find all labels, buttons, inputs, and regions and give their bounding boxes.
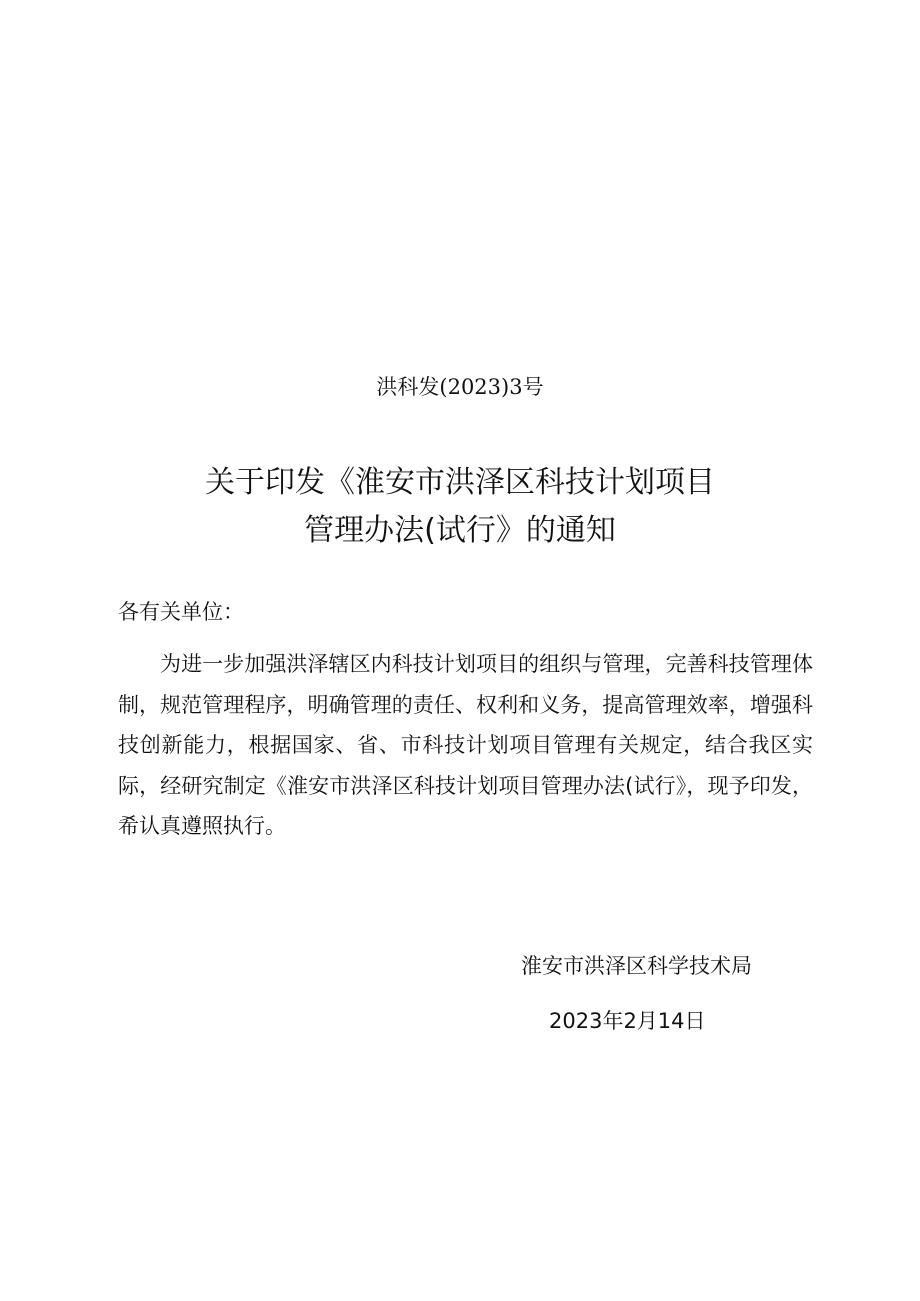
salutation: 各有关单位： <box>118 600 244 624</box>
issue-date: 2023年2月14日 <box>549 1009 706 1033</box>
document-title-line-1: 关于印发《淮安市洪泽区科技计划项目 <box>205 465 715 500</box>
document-title-line-2: 管理办法(试行》的通知 <box>304 513 616 548</box>
issuer-signature: 淮安市洪泽区科学技术局 <box>521 954 752 978</box>
body-paragraph: 为进一步加强洪泽辖区内科技计划项目的组织与管理，完善科技管理体制，规范管理程序，明确管理的责任、权利和义务，提高管理效率，增强科技创新能力，根据国家、省、市科技计划项目管理有关规定，结合我区实际，经研究制定《淮安市洪泽区科技计划项目管理办法(试行》，现予印发，希认真遵照执行。 <box>118 652 813 839</box>
document-number: 洪科发(2023)3号 <box>376 375 544 399</box>
